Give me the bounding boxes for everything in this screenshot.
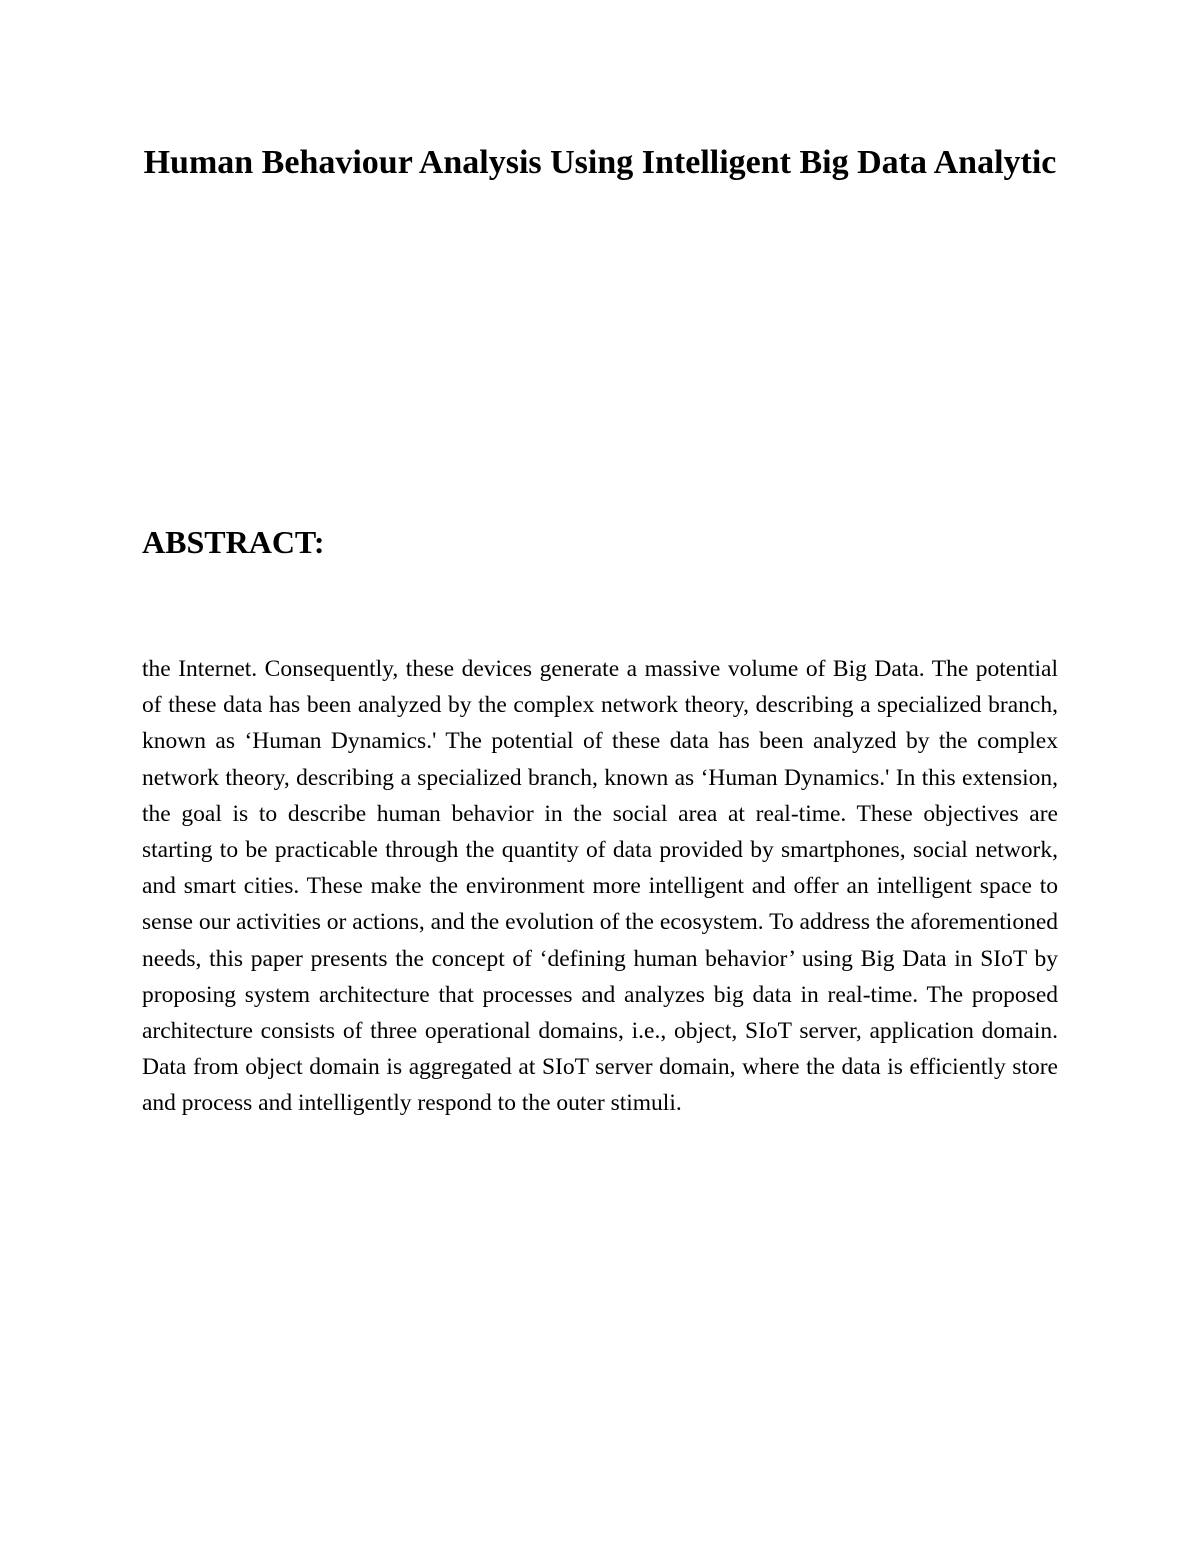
document-title: Human Behaviour Analysis Using Intelligent Big Data Analytic <box>143 144 1057 181</box>
abstract-paragraph: the Internet. Consequently, these devices generate a massive volume of Big Data. The potential of these data has been analyzed by the complex network theory, describing a specialized branch, known as ‘Human Dynamics.' The potential of these data has been analyzed by the complex network theory, describing a specialized branch, known as ‘Human Dynamics.' In this extension, the goal is to describe human behavior in the social area at real-time. These objectives are starting to be practicable through the quantity of data provided by smartphones, social network, and smart cities. These make the environment more intelligent and offer an intelligent space to sense our activities or actions, and the evolution of the ecosystem. To address the aforementioned needs, this paper presents the concept of ‘defining human behavior’ using Big Data in SIoT by proposing system architecture that processes and analyzes big data in real-time. The proposed architecture consists of three operational domains, i.e., object, SIoT server, application domain. Data from object domain is aggregated at SIoT server domain, where the data is efficiently store and process and intelligently respond to the outer stimuli. <box>142 656 1058 1117</box>
abstract-heading: ABSTRACT: <box>142 524 325 560</box>
